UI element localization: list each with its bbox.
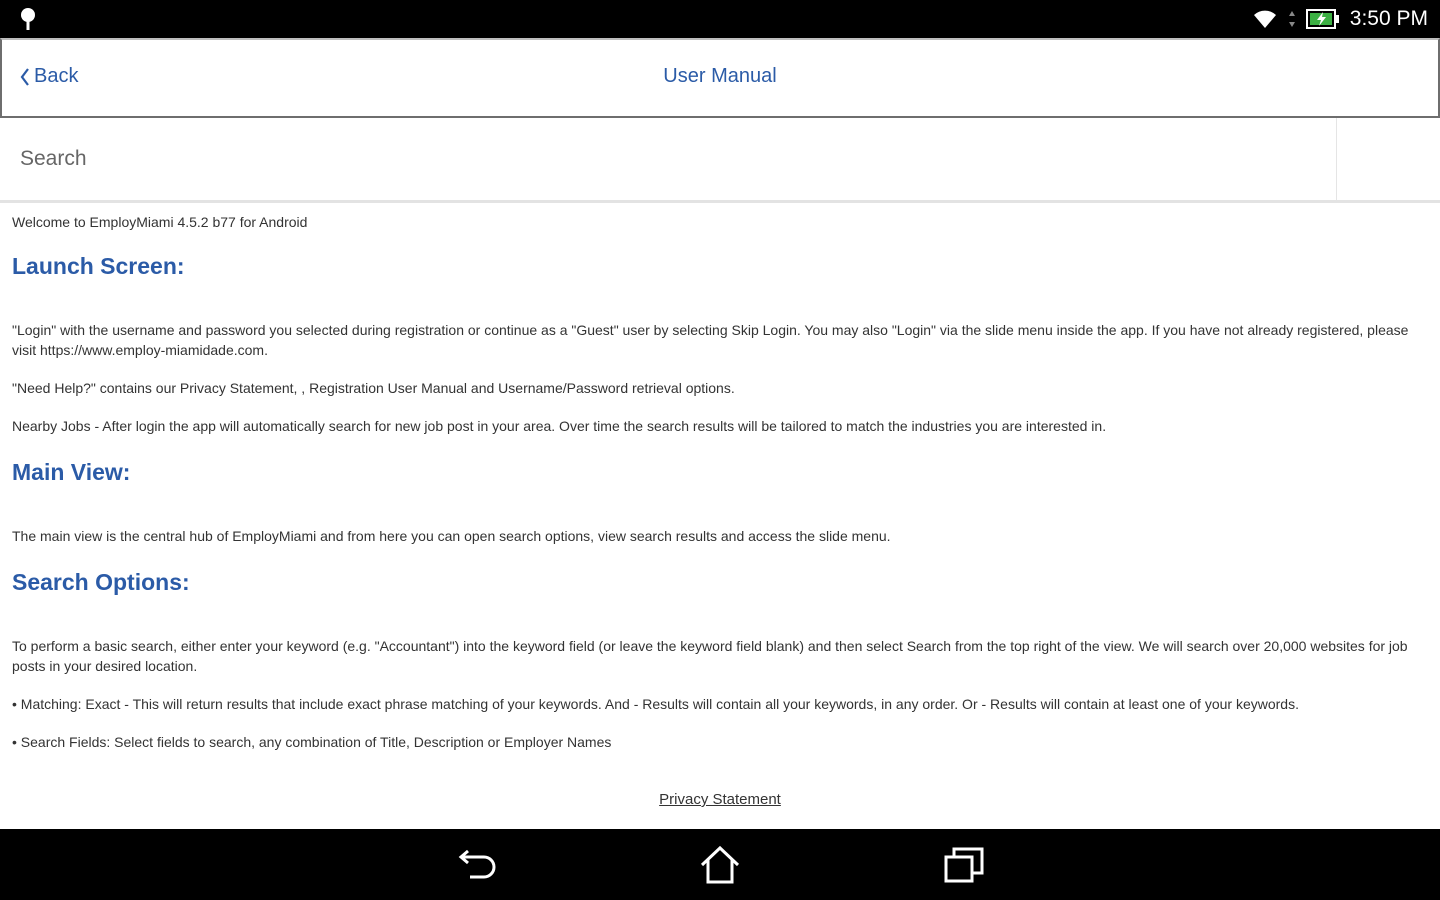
back-label: Back xyxy=(34,65,79,87)
section-heading: Launch Screen: xyxy=(12,253,185,279)
search-bar xyxy=(0,118,1440,203)
paragraph: • Matching: Exact - This will return results that include exact phrase matching of your keywords. And - Results will contain all your keywords, in any order. Or - Results will contain at least one of your keywords. xyxy=(12,696,1299,712)
section-heading: Search Options: xyxy=(12,569,190,595)
back-arrow-icon[interactable] xyxy=(456,843,500,887)
wifi-icon xyxy=(1252,8,1278,30)
manual-content xyxy=(0,206,1440,774)
paragraph: "Login" with the username and password you selected during registration or continue as a "Guest" user by selecting Skip Login. You may also "Login" via the slide menu inside the app. If you have not already registered, please visit https://www.employ-miamidade.com. xyxy=(12,322,1409,358)
paragraph: Nearby Jobs - After login the app will automatically search for new job post in your area. Over time the search results will be tailored to match the industries you are interested in. xyxy=(12,418,1107,434)
data-arrows-icon xyxy=(1288,8,1296,30)
privacy-statement-link[interactable]: Privacy Statement xyxy=(659,791,781,808)
recent-apps-icon[interactable] xyxy=(942,843,986,887)
paragraph: • Search Fields: Select fields to search, any combination of Title, Description or Employer Names xyxy=(12,734,612,750)
section-search-options xyxy=(12,568,1428,752)
paragraph: To perform a basic search, either enter your keyword (e.g. "Accountant") into the keyword field (or leave the keyword field blank) and then select Search from the top right of the view. We will search over 20,000 websites for job posts in your desired location. xyxy=(12,638,1408,674)
section-launch-screen xyxy=(12,252,1428,436)
home-icon[interactable] xyxy=(698,843,742,887)
status-time: 3:50 PM xyxy=(1349,7,1428,30)
paragraph: "Need Help?" contains our Privacy Statement, , Registration User Manual and Username/Password retrieval options. xyxy=(12,380,735,396)
system-navigation-bar xyxy=(0,829,1440,900)
navigation-bar xyxy=(0,38,1440,118)
notification-pin-icon xyxy=(18,6,38,32)
section-heading: Main View: xyxy=(12,459,131,485)
battery-charging-icon xyxy=(1306,8,1340,30)
welcome-text: Welcome to EmployMiami 4.5.2 b77 for Android xyxy=(12,214,308,230)
page-title: User Manual xyxy=(663,65,777,87)
search-input[interactable] xyxy=(0,118,1337,200)
section-main-view xyxy=(12,458,1428,546)
status-bar xyxy=(0,0,1440,38)
search-side-panel[interactable] xyxy=(1338,118,1440,200)
paragraph: The main view is the central hub of EmployMiami and from here you can open search options, view search results and access the slide menu. xyxy=(12,528,891,544)
